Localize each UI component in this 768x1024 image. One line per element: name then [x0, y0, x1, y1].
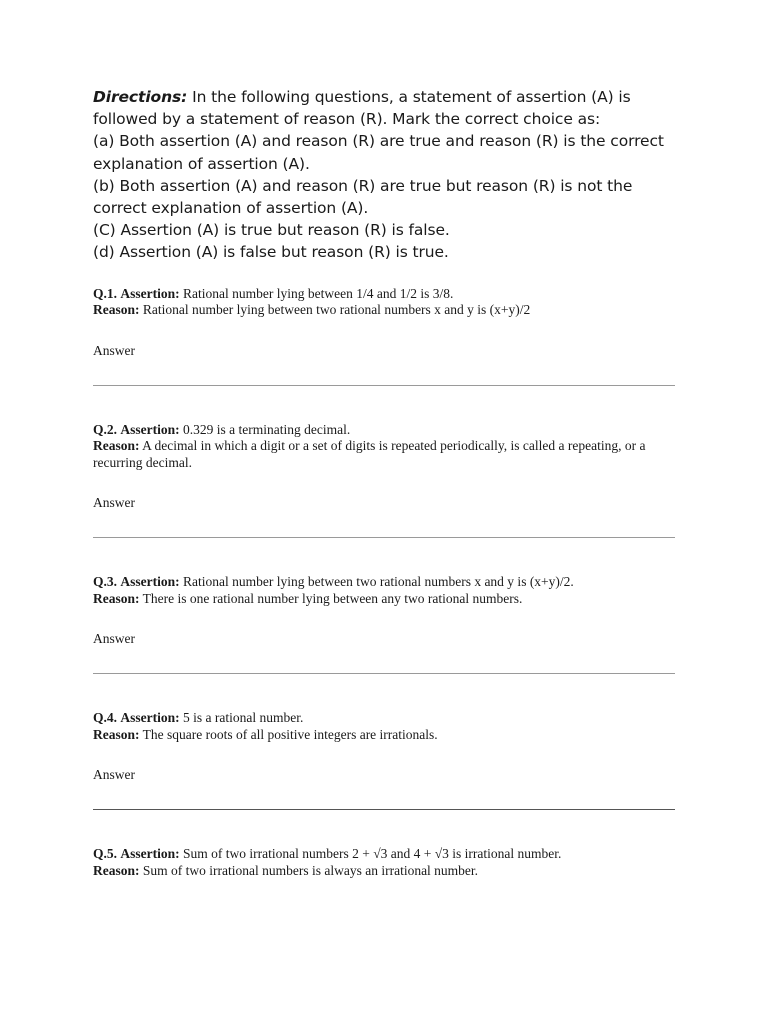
question-4-divider — [93, 809, 675, 810]
question-2-reason — [93, 438, 675, 471]
question-3-assertion — [93, 574, 675, 591]
directions-line-1 — [93, 86, 675, 108]
question-1-answer-link[interactable]: Answer — [93, 342, 135, 358]
question-5-assertion-label: Assertion: — [120, 846, 180, 862]
question-1-assertion-text: Rational number lying between 1/4 and 1/2 is 3/8. — [179, 285, 454, 301]
question-4-reason — [93, 727, 675, 744]
option-a-line-2: explanation of assertion (A). — [93, 154, 310, 173]
question-4-text — [93, 710, 675, 743]
question-5-text — [93, 846, 675, 879]
question-2-divider — [93, 537, 675, 538]
option-c: (C) Assertion (A) is true but reason (R) is false. — [93, 221, 450, 240]
question-1-reason — [93, 302, 675, 319]
question-5-assertion-text: Sum of two irrational numbers 2 + √3 and 4 + √3 is irrational number. — [179, 846, 562, 862]
question-4-assertion — [93, 710, 675, 727]
question-3-divider — [93, 673, 675, 674]
question-2-assertion-text: 0.329 is a terminating decimal. — [179, 421, 351, 437]
question-5-number: Q.5. — [93, 846, 118, 862]
question-1 — [93, 286, 675, 386]
question-3-assertion-label: Assertion: — [120, 574, 180, 590]
question-3-reason-label: Reason: — [93, 590, 140, 606]
option-b-line-1: (b) Both assertion (A) and reason (R) are true but reason (R) is not the — [93, 176, 633, 195]
question-1-reason-text: Rational number lying between two rational numbers x and y is (x+y)/2 — [139, 302, 531, 318]
question-4 — [93, 710, 675, 810]
question-5 — [93, 846, 675, 879]
question-3-assertion-text: Rational number lying between two rational numbers x and y is (x+y)/2. — [179, 574, 574, 590]
question-2-assertion — [93, 422, 675, 439]
question-4-assertion-label: Assertion: — [120, 710, 180, 726]
question-5-reason — [93, 863, 675, 880]
question-3-number: Q.3. — [93, 574, 118, 590]
question-1-divider — [93, 385, 675, 386]
question-2-number: Q.2. — [93, 421, 118, 437]
question-4-assertion-text: 5 is a rational number. — [179, 710, 304, 726]
question-4-reason-text: The square roots of all positive integers are irrationals. — [139, 726, 438, 742]
question-2-reason-text: A decimal in which a digit or a set of digits is repeated periodically, is called a repeating, or a recurring decimal. — [93, 438, 646, 470]
question-3-text — [93, 574, 675, 607]
question-1-number: Q.1. — [93, 285, 118, 301]
question-4-number: Q.4. — [93, 710, 118, 726]
question-1-assertion — [93, 286, 675, 303]
question-4-reason-label: Reason: — [93, 726, 140, 742]
question-5-reason-text: Sum of two irrational numbers is always an irrational number. — [139, 862, 479, 878]
question-2-text — [93, 422, 675, 472]
directions-label: Directions: — [93, 88, 188, 106]
question-3-answer-link[interactable]: Answer — [93, 631, 135, 647]
worksheet-page — [93, 86, 675, 915]
directions-intro: In the following questions, a statement of assertion (A) is — [187, 88, 631, 106]
question-2-assertion-label: Assertion: — [120, 421, 180, 437]
option-b-line-2: correct explanation of assertion (A). — [93, 199, 369, 218]
directions-line-2: followed by a statement of reason (R). Mark the correct choice as: — [93, 110, 601, 129]
option-a-line-1: (a) Both assertion (A) and reason (R) are true and reason (R) is the correct — [93, 132, 664, 151]
question-3 — [93, 574, 675, 674]
question-1-text — [93, 286, 675, 319]
directions-block — [93, 86, 675, 264]
question-3-reason-text: There is one rational number lying between any two rational numbers. — [139, 590, 523, 606]
question-5-assertion — [93, 846, 675, 863]
question-1-reason-label: Reason: — [93, 302, 140, 318]
question-2-answer-link[interactable]: Answer — [93, 495, 135, 511]
question-1-assertion-label: Assertion: — [120, 285, 180, 301]
question-2-reason-label: Reason: — [93, 438, 140, 454]
question-5-reason-label: Reason: — [93, 862, 140, 878]
option-d: (d) Assertion (A) is false but reason (R) is true. — [93, 243, 449, 262]
question-4-answer-link[interactable]: Answer — [93, 767, 135, 783]
question-3-reason — [93, 591, 675, 608]
question-2 — [93, 422, 675, 539]
